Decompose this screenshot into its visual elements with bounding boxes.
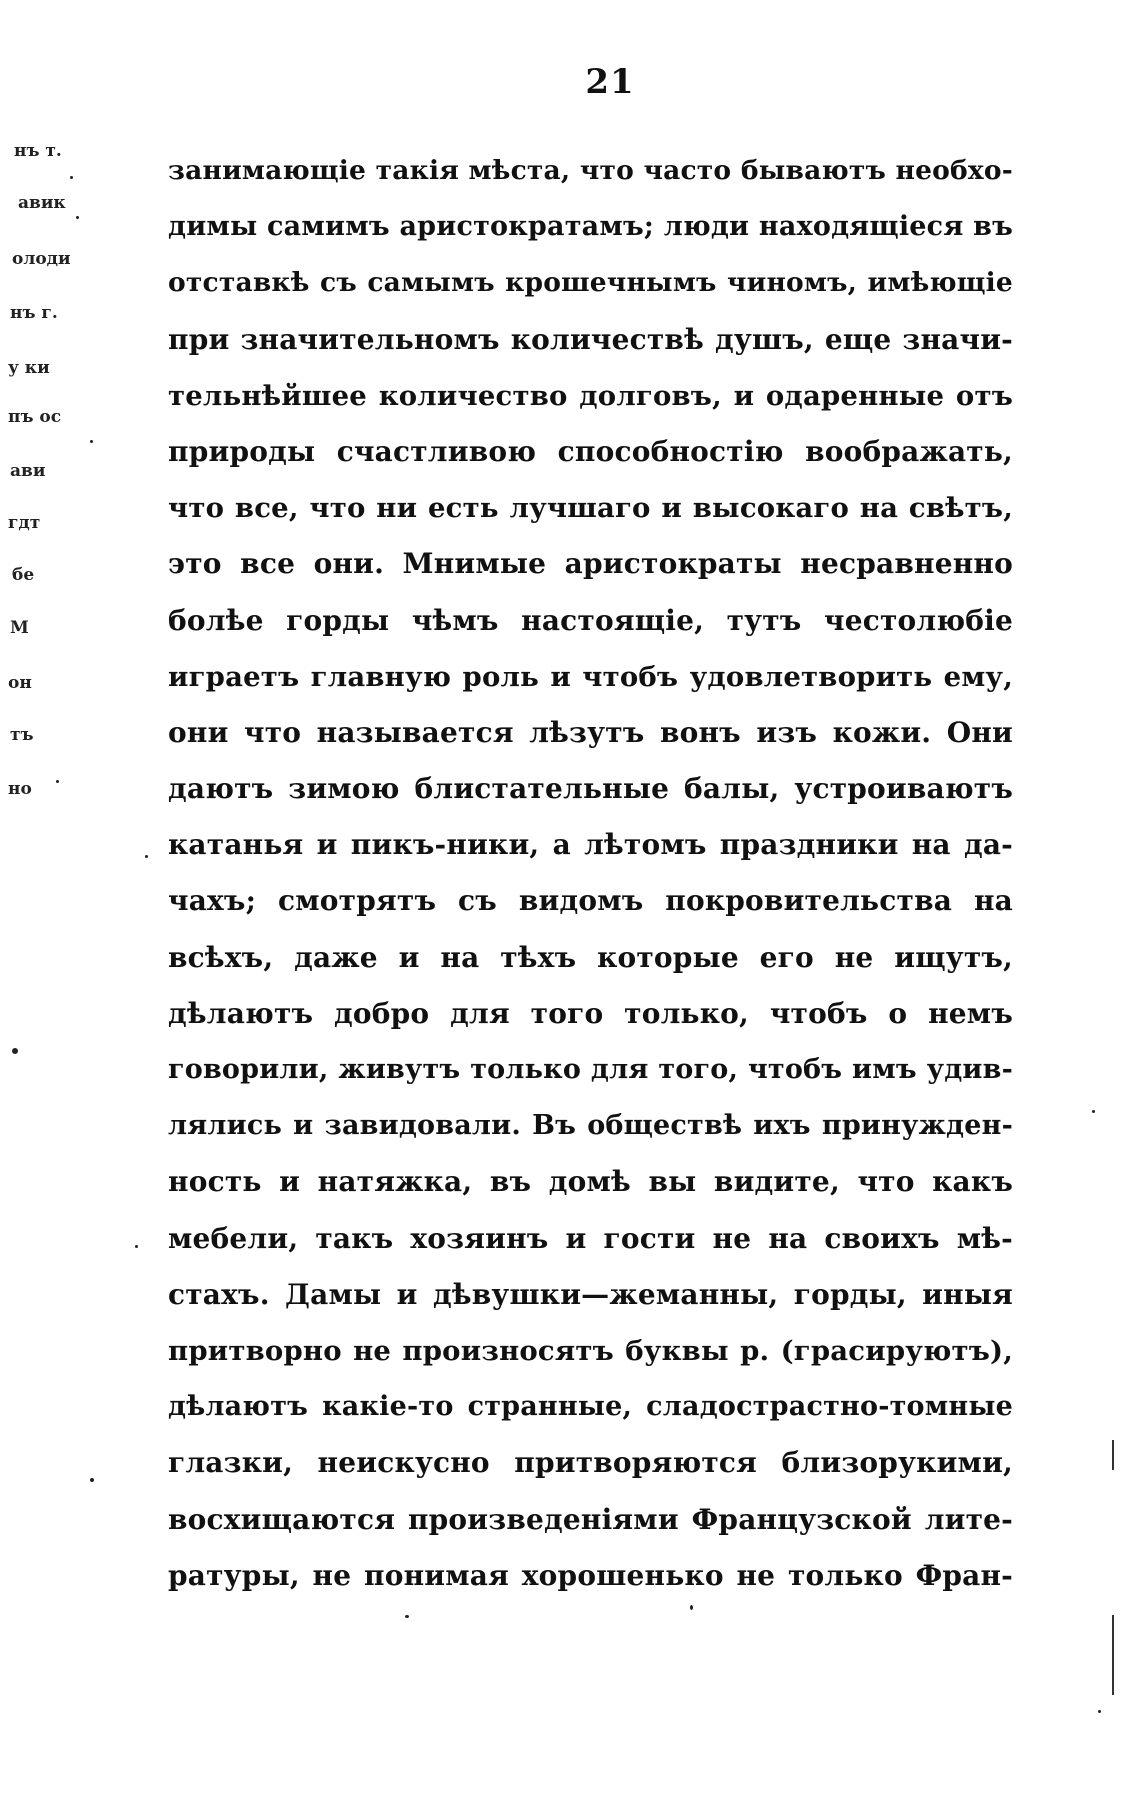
ink-speck xyxy=(1098,1710,1101,1713)
text-line: всѣхъ, даже и на тѣхъ которые его не ищутъ, xyxy=(168,940,1013,974)
text-line: они что называется лѣзутъ вонъ изъ кожи. Они xyxy=(168,715,1013,749)
text-line: дѣлаютъ какіе-то странные, сладострастно-томные xyxy=(168,1391,1013,1423)
ink-speck xyxy=(405,1615,409,1618)
text-line: это все они. Мнимые аристократы несравненно xyxy=(168,547,1013,581)
text-line: чахъ; смотрятъ съ видомъ покровительства на xyxy=(168,884,1013,918)
ink-speck xyxy=(690,1605,693,1610)
text-line: ность и натяжка, въ домѣ вы видите, что какъ xyxy=(168,1165,1013,1199)
text-line: тельнѣйшее количество долговъ, и одаренные отъ xyxy=(168,379,1013,412)
text-line: отставкѣ съ самымъ крошечнымъ чиномъ, имѣющіе xyxy=(168,267,1013,299)
margin-fragment: М xyxy=(10,618,29,638)
ink-speck xyxy=(135,1245,138,1248)
text-line: катанья и пикъ-ники, а лѣтомъ праздники на да- xyxy=(168,828,1013,862)
text-line: ратуры, не понимая хорошенько не только Фран- xyxy=(168,1558,1013,1592)
margin-fragment: гдт xyxy=(8,513,41,533)
ink-speck xyxy=(90,1478,94,1482)
ink-speck xyxy=(76,216,79,219)
ink-speck xyxy=(1092,1110,1095,1113)
scan-edge-mark xyxy=(1112,1615,1114,1695)
margin-fragment: бе xyxy=(12,565,35,585)
text-line: даютъ зимою блистательные балы, устроиваютъ xyxy=(168,772,1013,806)
margin-fragment: у ки xyxy=(8,358,50,378)
text-line: восхищаются произведеніями Французской лите- xyxy=(168,1502,1013,1536)
text-line: что все, что ни есть лучшаго и высокаго на свѣтъ, xyxy=(168,492,1013,525)
margin-fragment: нъ т. xyxy=(14,141,62,161)
text-line: при значительномъ количествѣ душъ, еще значи- xyxy=(168,322,1013,356)
ink-speck xyxy=(90,440,93,443)
ink-speck xyxy=(70,176,73,179)
text-line: дѣлаютъ добро для того только, чтобъ о немъ xyxy=(168,996,1013,1030)
text-line: природы счастливою способностію воображать, xyxy=(168,434,1013,468)
margin-fragment: тъ xyxy=(10,725,34,745)
margin-fragment: но xyxy=(8,779,32,799)
text-line: играетъ главную роль и чтобъ удовлетворить ему, xyxy=(168,660,1013,693)
ink-speck xyxy=(145,855,148,858)
text-line: говорили, живутъ только для того, чтобъ имъ удив- xyxy=(168,1054,1013,1085)
body-text xyxy=(168,143,1013,1604)
text-line: глазки, неискусно притворяются близорукими, xyxy=(168,1446,1013,1480)
text-line: болѣе горды чѣмъ настоящіе, тутъ честолюбіе xyxy=(168,603,1013,637)
ink-speck xyxy=(56,780,59,783)
margin-fragment: пъ ос xyxy=(8,407,62,427)
text-line: мебели, такъ хозяинъ и гости не на своихъ мѣ- xyxy=(168,1221,1013,1255)
ink-speck xyxy=(12,1048,18,1054)
text-line: лялись и завидовали. Въ обществѣ ихъ принужден- xyxy=(168,1110,1013,1142)
text-line: стахъ. Дамы и дѣвушки—жеманны, горды, иныя xyxy=(168,1277,1013,1311)
page-number: 21 xyxy=(585,62,635,102)
text-line: димы самимъ аристократамъ; люди находящіеся въ xyxy=(168,211,1013,243)
margin-fragment: нъ г. xyxy=(10,303,58,323)
scan-edge-mark xyxy=(1112,1440,1114,1470)
text-line: занимающіе такія мѣста, что часто бываютъ необхо- xyxy=(168,155,1013,186)
text-line: притворно не произносятъ буквы р. (грасируютъ), xyxy=(168,1334,1013,1367)
margin-fragment: ави xyxy=(10,461,46,481)
margin-fragment: олоди xyxy=(12,249,71,269)
margin-fragment: авик xyxy=(18,193,66,213)
margin-fragment: он xyxy=(8,673,32,693)
